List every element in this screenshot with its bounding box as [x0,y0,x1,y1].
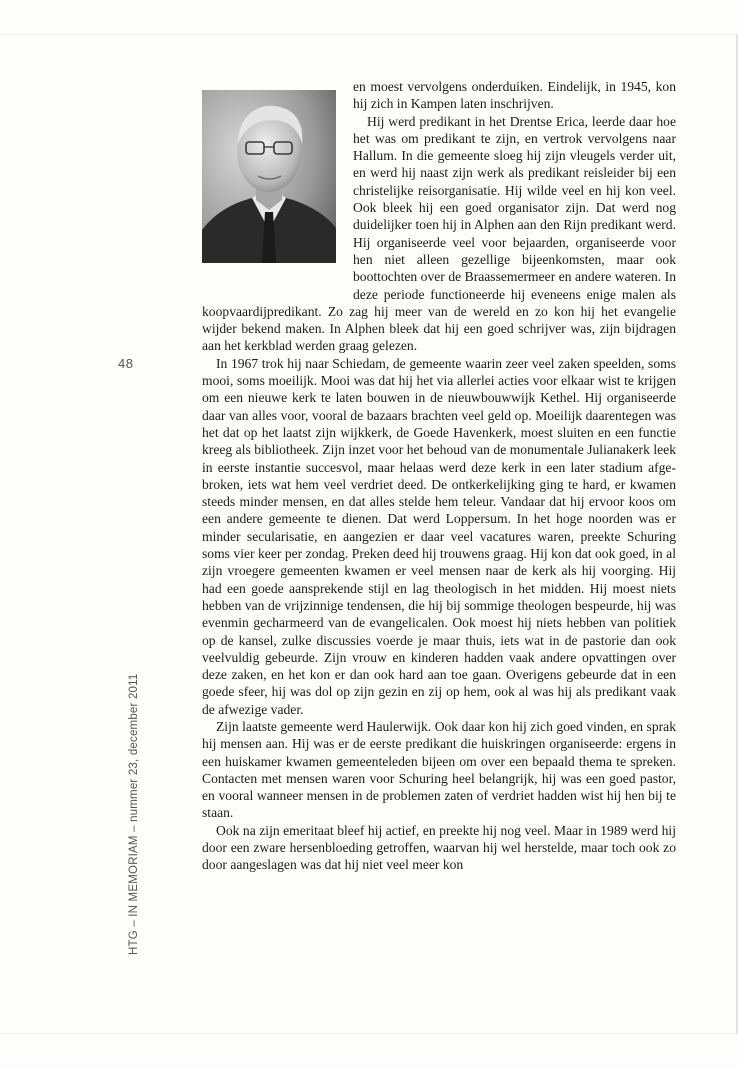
page-number: 48 [118,356,134,371]
body-text [202,78,676,874]
paragraph: In 1967 trok hij naar Schiedam, de gemeente waarin zeer veel zaken speelden, soms mooi, soms moeilijk. Mooi was dat hij het via allerlei acties voor elkaar wist te krijgen om een nieuwe kerk te laten bouwen in de nieuwbouwwijk Kethel. Hij organiseerde daar van alles voor, vooral de bazaars brachten veel geld op. Moeilijk daarentegen was het dat op het laatst zijn wijkkerk, de Goede Havenkerk, moest sluiten en een functie kreeg als bibliotheek. Zijn inzet voor het behoud van de monumentale Julianakerk leek in eerste instantie succesvol, maar helaas werd deze kerk in een later stadium afgebroken, iets wat hem veel verdriet deed. De ontkerkelijking ging te hard, er kwamen steeds minder mensen, en dat alles stelde hem teleur. Vandaar dat hij ervoor koos om een andere gemeente te dienen. Dat werd Loppersum. In het hoge noorden was er minder secularisatie, en aangezien er daar veel vacatures waren, preekte Schuring soms vier keer per zondag. Preken deed hij trouwens graag. Hij kon dat ook goed, in al zijn vroegere gemeenten kwamen er veel mensen naar de kerk als hij voorging. Hij had een goede aansprekende stijl en lag theologisch in het midden. Hij moest niets hebben van de vrijzinnige tendensen, die hij bij sommige theologen bespeurde, hij was evenmin gecharmeerd van de evangelicalen. Ook moest hij niets hebben van politiek op de kansel, zulke discussies voerde je maar thuis, iets wat in de pastorie dan ook veelvuldig gebeurde. Zijn vrouw en kinderen hadden vaak andere opvattingen over deze zaken, en het kon er dan ook hard aan toe gaan. Overigens gebeurde dat in een goede sfeer, hij was dol op zijn gezin en zij op hem, ook al was hij als predikant vaak de afwezige vader. [202,355,676,717]
paragraph: en moest vervolgens onderduiken. Eindelijk, in 1945, kon hij zich in Kampen laten inschrijven. [353,79,676,112]
paragraph: Hij werd predikant in het Drentse Erica, leerde daar hoe het was om predikant te zijn, en vertrok vervolgens naar Hallum. In die gemeente sloeg hij zijn vleugels verder uit, en werd hij naast zijn werk als predikant reisleider bij een christelijke reisorganisatie. Hij wilde veel en hij kon veel. Ook bleek hij een goed organisator zijn. Dat werd nog duidelijker toen hij in Alphen aan den Rijn predikant werd. Hij organiseerde veel voor bejaarden, organiseerde voor hen niet alleen gezellige bijeenkomsten, maar ook boottochten over de Braassemermeer en andere wateren. In deze periode functioneerde hij eveneens enige malen als koopvaardijpredikant. Zo zag hij meer van de wereld en zo kon hij het evangelie wijder bekend maken. In Alphen bleek dat hij een goed schrijver was, zijn bijdragen aan het kerkblad werden graag gelezen. [202,113,676,354]
portrait-spacer [202,78,353,286]
paragraph: Ook na zijn emeritaat bleef hij actief, en preekte hij nog veel. Maar in 1989 werd hij door een zware hersenbloeding getroffen, waarvan hij wel herstelde, maar toch ook zo door aangeslagen was dat hij niet veel meer kon [202,822,676,873]
paragraph: Zijn laatste gemeente werd Haulerwijk. Ook daar kon hij zich goed vinden, en sprak hij mensen aan. Hij was er de eerste predikant die huiskringen organiseerde: ergens in een huiskamer kwamen gemeenteleden bijeen om over een bepaald thema te spreken. Contacten met mensen waren voor Schuring heel belangrijk, hij was een goed pastor, en vooral wanneer mensen in de problemen zaten of verdriet hadden wist hij hen bij te staan. [202,718,676,821]
running-head: HTG – IN MEMORIAM – nummer 23, december 2011 [128,673,140,955]
